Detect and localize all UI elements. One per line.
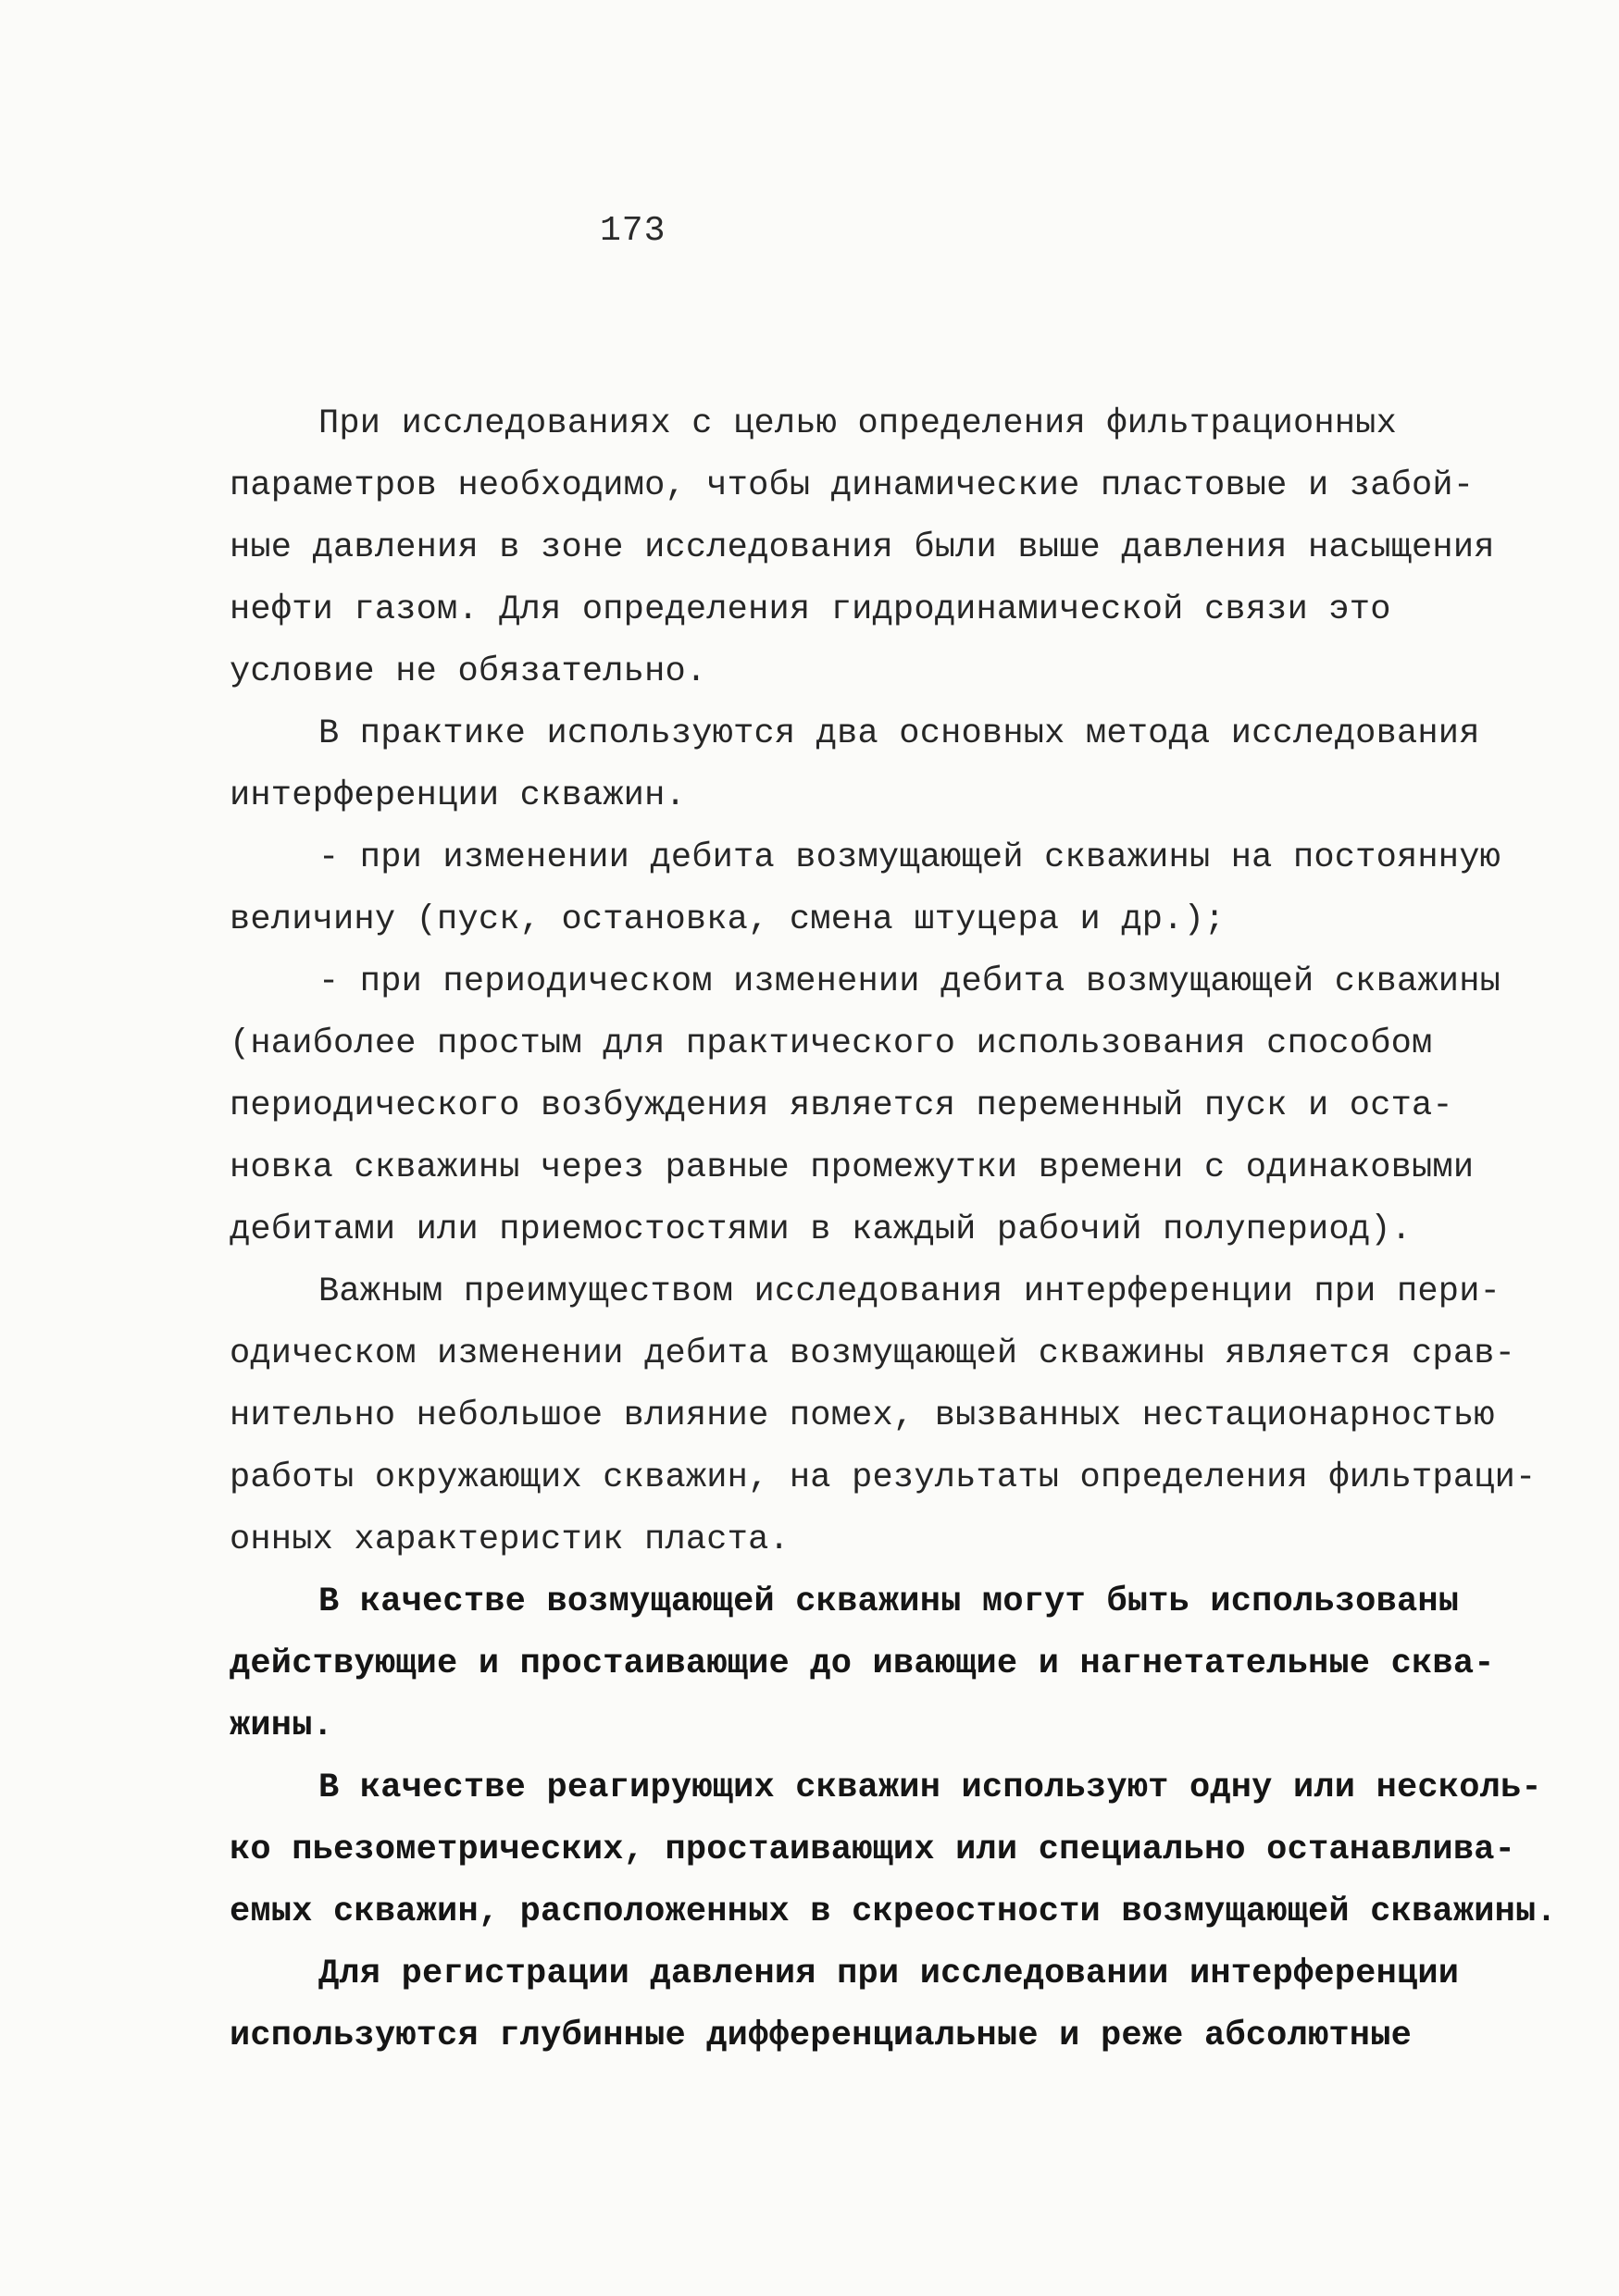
text-line: новка скважины через равные промежутки времени с одинаковыми: [230, 1148, 1475, 1187]
text-line: онных характеристик пласта.: [230, 1520, 790, 1559]
text-line: нительно небольшое влияние помех, вызванных нестационарностью: [230, 1396, 1495, 1435]
text-line: действующие и простаивающие до ивающие и нагнетательные сква-: [230, 1644, 1495, 1683]
text-line: - при периодическом изменении дебита возмущающей скважины: [318, 962, 1501, 1001]
text-line: В практике используются два основных метода исследования: [318, 714, 1480, 753]
text-line: Для регистрации давления при исследовании интерференции: [318, 1955, 1460, 1993]
text-line: дебитами или приемостостями в каждый рабочий полупериод).: [230, 1210, 1413, 1249]
text-line: параметров необходимо, чтобы динамические пластовые и забой-: [230, 466, 1475, 505]
text-line: емых скважин, расположенных в скреостности возмущающей скважины.: [230, 1893, 1557, 1931]
text-line: В качестве возмущающей скважины могут быть использованы: [318, 1582, 1460, 1621]
text-line: нефти газом. Для определения гидродинамической связи это: [230, 590, 1391, 629]
body-text: [230, 393, 1557, 2067]
text-line: жины.: [230, 1706, 334, 1745]
text-line: ко пьезометрических, простаивающих или специально останавлива-: [230, 1831, 1516, 1869]
text-line: величину (пуск, остановка, смена штуцера и др.);: [230, 900, 1226, 939]
text-line: периодического возбуждения является переменный пуск и оста-: [230, 1086, 1453, 1125]
text-line: интерференции скважин.: [230, 776, 686, 815]
text-line: одическом изменении дебита возмущающей скважины является срав-: [230, 1334, 1516, 1373]
text-line: условие не обязательно.: [230, 652, 707, 691]
text-line: (наиболее простым для практического использования способом: [230, 1024, 1433, 1063]
text-line: Важным преимуществом исследования интерференции при пери-: [318, 1272, 1501, 1311]
text-line: При исследованиях с целью определения фильтрационных: [318, 404, 1397, 443]
text-line: работы окружающих скважин, на результаты определения фильтраци-: [230, 1458, 1537, 1497]
text-line: используются глубинные дифференциальные и реже абсолютные: [230, 2017, 1413, 2055]
page-number: 173: [600, 211, 666, 251]
text-line: В качестве реагирующих скважин используют одну или несколь-: [318, 1769, 1542, 1807]
text-line: - при изменении дебита возмущающей скважины на постоянную: [318, 838, 1501, 877]
text-line: ные давления в зоне исследования были выше давления насыщения: [230, 528, 1495, 567]
